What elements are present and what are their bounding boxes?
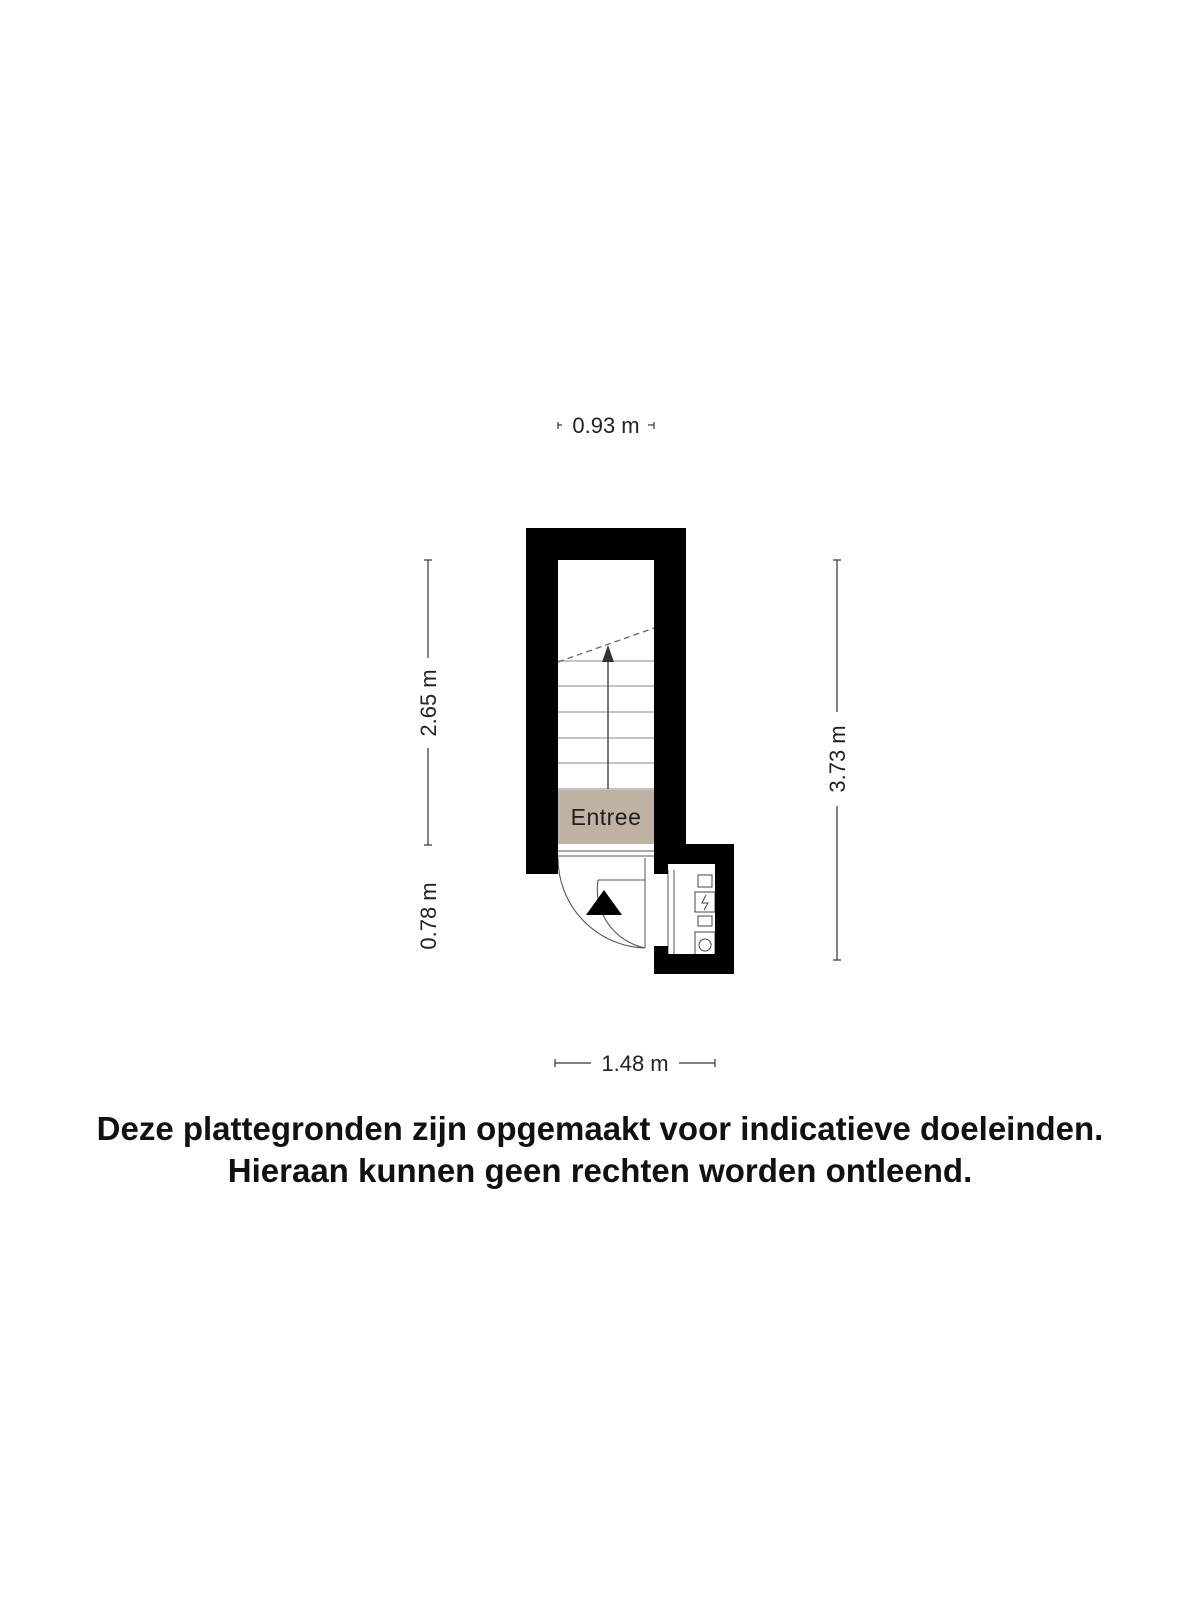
wall-right-upper — [654, 528, 686, 844]
disclaimer — [0, 1108, 1200, 1192]
dimension-label-left-lower: 0.78 m — [416, 882, 441, 950]
dimension-label-top: 0.93 m — [572, 413, 640, 438]
entrance-door — [558, 851, 654, 948]
dimension-right-total — [825, 560, 850, 960]
dimension-left-lower — [416, 882, 441, 949]
dimension-top-width — [558, 413, 654, 438]
walls — [526, 528, 734, 974]
entrance-triangle-icon — [586, 890, 622, 915]
meter-cupboard — [668, 870, 715, 958]
meter-icon — [698, 875, 712, 887]
wall-bottom — [654, 954, 734, 974]
room-label-entree: Entree — [570, 804, 642, 830]
water-meter-icon — [699, 939, 711, 951]
arrow-up-icon — [602, 645, 614, 789]
meter-icon — [698, 916, 712, 926]
wall-inner-stub — [654, 946, 668, 954]
staircase — [558, 628, 654, 789]
dimension-left-upper — [416, 560, 441, 845]
wall-left — [526, 528, 558, 874]
dimension-label-bottom: 1.48 m — [601, 1051, 669, 1076]
dimension-label-right: 3.73 m — [825, 725, 850, 793]
dimension-bottom-width — [555, 1051, 715, 1076]
disclaimer-line-2: Hieraan kunnen geen rechten worden ontleend. — [227, 1152, 973, 1189]
dimension-label-left-upper: 2.65 m — [416, 669, 441, 737]
disclaimer-line-1: Deze plattegronden zijn opgemaakt voor indicatieve doeleinden. — [96, 1110, 1104, 1147]
wall-inner-stub — [654, 864, 668, 874]
power-icon — [702, 895, 708, 910]
